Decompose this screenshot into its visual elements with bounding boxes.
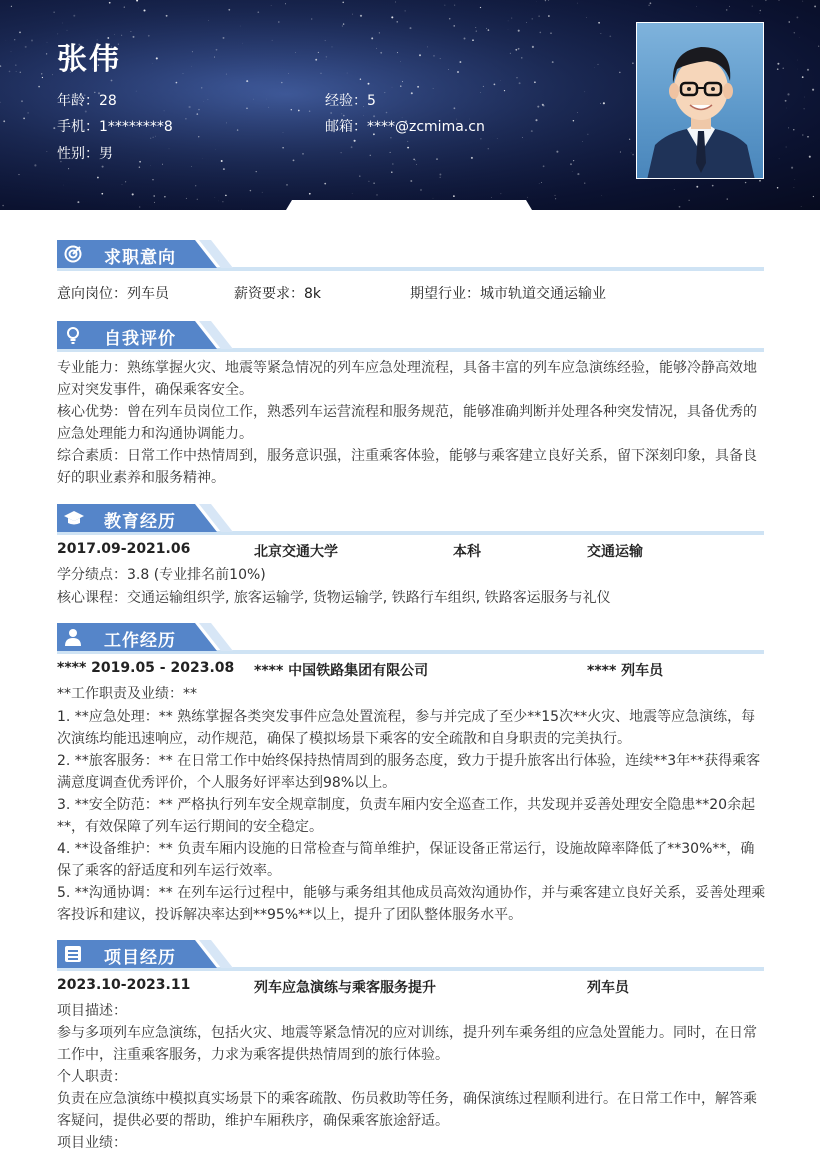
phone-field	[57, 116, 173, 136]
age-label: 年龄：	[57, 93, 99, 109]
section-header-education	[57, 504, 764, 536]
age-value: 28	[99, 93, 117, 109]
work-company: **** 中国铁路集团有限公司	[254, 663, 429, 679]
section-header-intent	[57, 240, 764, 272]
email-label: 邮箱：	[325, 119, 367, 135]
list-icon	[63, 944, 83, 964]
work-item-5: 5. **沟通协调：** 在列车运行过程中，能够与乘务组其他成员高效沟通协作，并与乘客建立良好关系，妥善处理乘客投诉和建议，投诉解决率达到**95%**以上，提升了团队整体服务水平。	[57, 885, 766, 923]
project-duty-label: 个人职责：	[57, 1069, 127, 1085]
work-item-4: 4. **设备维护：** 负责车厢内设施的日常检查与简单维护，保证设备正常运行，设施故障率降低了**30%**，确保了乘客的舒适度和列车运行效率。	[57, 841, 755, 879]
work-role: **** 列车员	[587, 663, 664, 679]
section-header-work	[57, 623, 764, 655]
intent-row	[57, 283, 764, 305]
project-role: 列车员	[587, 980, 629, 996]
section-title-intent: 求职意向	[104, 248, 176, 268]
section-title-self: 自我评价	[104, 329, 176, 349]
project-duty: 负责在应急演练中模拟真实场景下的乘客疏散、伤员救助等任务，确保演练过程顺利进行。在日常工作中，解答乘客疑问，提供必要的帮助，维护车厢秩序，确保乘客旅途舒适。	[57, 1091, 757, 1129]
section-header-project	[57, 940, 764, 972]
project-desc-label: 项目描述：	[57, 1003, 127, 1019]
education-major: 交通运输	[587, 544, 643, 560]
section-title-work: 工作经历	[104, 631, 176, 651]
work-period: **** 2019.05 - 2023.08	[57, 660, 235, 676]
email-value: ****@zcmima.cn	[367, 119, 485, 135]
education-school: 北京交通大学	[254, 544, 338, 560]
candidate-name: 张伟	[57, 42, 121, 77]
self-eval-paragraph-1: 专业能力：熟练掌握火灾、地震等紧急情况的列车应急处理流程，具备丰富的列车应急演练经验，能够冷静高效地应对突发事件，确保乘客安全。	[57, 360, 757, 398]
intent-salary: 薪资要求：8k	[234, 286, 322, 302]
section-title-project: 项目经历	[104, 948, 176, 968]
intent-industry: 期望行业：城市轨道交通运输业	[410, 286, 606, 302]
header-notch	[0, 200, 820, 210]
avatar-illustration	[637, 23, 764, 179]
gender-value: 男	[99, 146, 113, 162]
section-header-self	[57, 321, 764, 353]
project-period: 2023.10-2023.11	[57, 977, 191, 993]
bulb-icon	[63, 325, 83, 345]
project-result-label: 项目业绩：	[57, 1135, 127, 1151]
age-field	[57, 90, 117, 110]
work-item-3: 3. **安全防范：** 严格执行列车安全规章制度，负责车厢内安全巡查工作，共发现并妥善处理安全隐患**20余起**，有效保障了列车运行期间的安全稳定。	[57, 797, 756, 835]
header-banner	[0, 0, 820, 210]
avatar-photo	[636, 22, 764, 179]
phone-label: 手机：	[57, 119, 99, 135]
education-courses: 核心课程：交通运输组织学, 旅客运输学, 货物运输学, 铁路行车组织, 铁路客运服务与礼仪	[57, 590, 611, 606]
education-degree: 本科	[453, 544, 481, 560]
experience-field	[325, 90, 376, 110]
graduation-cap-icon	[63, 508, 83, 528]
education-period: 2017.09-2021.06	[57, 541, 191, 557]
gender-label: 性别：	[57, 146, 99, 162]
email-field	[325, 116, 485, 136]
project-row	[57, 977, 764, 999]
work-item-2: 2. **旅客服务：** 在日常工作中始终保持热情周到的服务态度，致力于提升旅客出行体验，连续**3年**获得乘客满意度调查优秀评价，个人服务好评率达到98%以上。	[57, 753, 761, 791]
work-row	[57, 660, 764, 682]
work-item-1: 1. **应急处理：** 熟练掌握各类突发事件应急处置流程，参与并完成了至少**15次**火灾、地震等应急演练，每次演练均能迅速响应，动作规范，确保了模拟场景下乘客的安全疏散和自身职责的完美执行。	[57, 709, 756, 747]
section-title-education: 教育经历	[104, 512, 176, 532]
experience-label: 经验：	[325, 93, 367, 109]
education-row	[57, 541, 764, 563]
education-gpa: 学分绩点：3.8 (专业排名前10%)	[57, 567, 266, 583]
project-name: 列车应急演练与乘客服务提升	[254, 980, 436, 996]
self-eval-paragraph-3: 综合素质：日常工作中热情周到，服务意识强，注重乘客体验，能够与乘客建立良好关系，留下深刻印象，具备良好的职业素养和服务精神。	[57, 448, 757, 486]
self-eval-paragraph-2: 核心优势：曾在列车员岗位工作，熟悉列车运营流程和服务规范，能够准确判断并处理各种突发情况，具备优秀的应急处理能力和沟通协调能力。	[57, 404, 757, 442]
intent-position: 意向岗位：列车员	[57, 286, 169, 302]
experience-value: 5	[367, 93, 376, 109]
phone-value: 1********8	[99, 119, 173, 135]
work-heading: **工作职责及业绩：**	[57, 686, 197, 702]
user-icon	[63, 627, 83, 647]
project-desc: 参与多项列车应急演练，包括火灾、地震等紧急情况的应对训练，提升列车乘务组的应急处置能力。同时，在日常工作中，注重乘客服务，力求为乘客提供热情周到的旅行体验。	[57, 1025, 757, 1063]
target-icon	[63, 244, 83, 264]
gender-field	[57, 143, 113, 163]
